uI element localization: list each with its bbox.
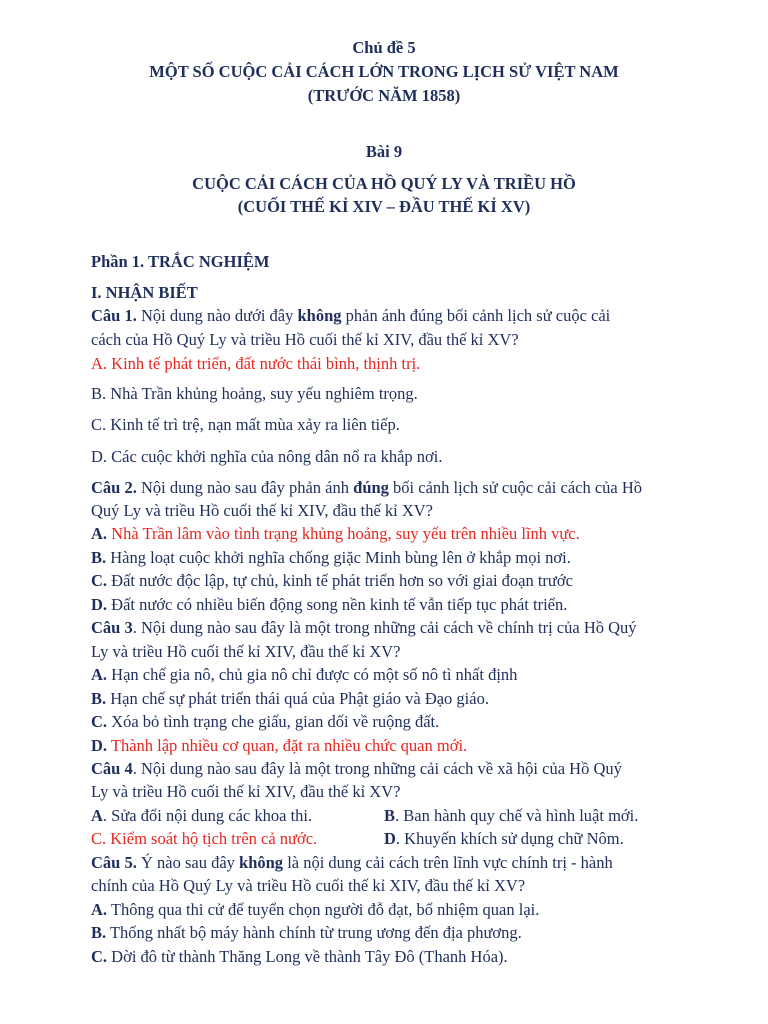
question-2-stem-line2: Quý Ly và triều Hồ cuối thế kỉ XIV, đầu thế kỉ XV? xyxy=(91,501,434,520)
question-3-option-c xyxy=(91,712,439,732)
option-text: Xóa bỏ tình trạng che giấu, gian dối về ruộng đất. xyxy=(107,712,440,731)
question-5-option-c xyxy=(91,947,508,967)
question-1-stem-line2: cách của Hồ Quý Ly và triều Hồ cuối thế kỉ XIV, đầu thế kỉ XV? xyxy=(91,330,519,349)
question-3-stem xyxy=(91,618,637,638)
option-key: C. xyxy=(91,571,108,590)
question-text: Ý nào sau đây xyxy=(136,853,240,872)
option-text: Đất nước độc lập, tự chủ, kinh tế phát triển hơn so với giai đoạn trước xyxy=(107,571,573,590)
lesson-title: CUỘC CẢI CÁCH CỦA HỒ QUÝ LY VÀ TRIỀU HỒ xyxy=(192,174,576,193)
option-key: B xyxy=(384,806,396,825)
question-4-option-d xyxy=(384,829,624,849)
option-text: . Sửa đổi nội dung các khoa thi. xyxy=(102,806,313,825)
question-text: là nội dung cải cách trên lĩnh vực chính trị - hành xyxy=(283,853,613,872)
question-1-option-c: C. Kinh tế trì trệ, nạn mất mùa xảy ra liên tiếp. xyxy=(91,415,400,434)
option-text: Nhà Trần lâm vào tình trạng khủng hoảng, suy yếu trên nhiều lĩnh vực. xyxy=(107,524,580,543)
option-text: . Khuyến khích sử dụng chữ Nôm. xyxy=(395,829,624,848)
question-2-option-d xyxy=(91,595,567,615)
option-key: C xyxy=(91,829,103,848)
part-heading: Phần 1. TRẮC NGHIỆM xyxy=(91,252,270,271)
question-text: Nội dung nào dưới đây xyxy=(136,306,298,325)
level-heading: I. NHẬN BIẾT xyxy=(91,283,198,302)
option-text: Hạn chế sự phát triển thái quá của Phật giáo và Đạo giáo. xyxy=(106,689,489,708)
option-text: Hàng loạt cuộc khởi nghĩa chống giặc Minh bùng lên ở khắp mọi nơi. xyxy=(106,548,571,567)
question-1-option-a-correct: A. Kinh tế phát triển, đất nước thái bình, thịnh trị. xyxy=(91,354,421,373)
question-2-option-c xyxy=(91,571,573,591)
option-key: A. xyxy=(91,900,108,919)
option-key: C. xyxy=(91,947,108,966)
question-4-stem-line2: Ly và triều Hồ cuối thế kỉ XIV, đầu thế kỉ XV? xyxy=(91,782,401,801)
question-label: Câu 5. xyxy=(91,853,137,872)
option-text: Dời đô từ thành Thăng Long về thành Tây Đô (Thanh Hóa). xyxy=(107,947,508,966)
option-text: Đất nước có nhiều biến động song nền kinh tế vẫn tiếp tục phát triển. xyxy=(107,595,568,614)
question-3-stem-line2: Ly và triều Hồ cuối thế kỉ XIV, đầu thế kỉ XV? xyxy=(91,642,401,661)
lesson-number: Bài 9 xyxy=(365,142,403,161)
question-label: Câu 1. xyxy=(91,306,137,325)
topic-period: (TRƯỚC NĂM 1858) xyxy=(307,86,461,105)
option-key: A xyxy=(91,806,103,825)
question-label: Câu 2. xyxy=(91,478,137,497)
option-key: B. xyxy=(91,548,107,567)
option-key: D. xyxy=(91,595,108,614)
lesson-period: (CUỐI THẾ KỈ XIV – ĐẦU THẾ KỈ XV) xyxy=(237,197,531,216)
question-text: . Nội dung nào sau đây là một trong những cải cách về chính trị của Hồ Quý xyxy=(132,618,637,637)
option-text: Hạn chế gia nô, chủ gia nô chỉ được có một số nô tì nhất định xyxy=(107,665,518,684)
question-4-stem xyxy=(91,759,622,779)
option-key: D. xyxy=(91,736,108,755)
question-text: bối cảnh lịch sử cuộc cải cách của Hồ xyxy=(388,478,643,497)
question-3-option-d-correct xyxy=(91,736,467,756)
question-text: phản ánh đúng bối cảnh lịch sử cuộc cải xyxy=(341,306,611,325)
question-1-option-b: B. Nhà Trần khủng hoảng, suy yếu nghiêm trọng. xyxy=(91,384,418,403)
option-text: . Kiểm soát hộ tịch trên cả nước. xyxy=(102,829,318,848)
question-1-stem xyxy=(91,306,610,326)
question-4-option-b xyxy=(384,806,638,826)
question-emphasis: đúng xyxy=(353,478,389,497)
question-5-option-a xyxy=(91,900,539,920)
question-emphasis: không xyxy=(297,306,342,325)
option-key: B. xyxy=(91,923,107,942)
option-text: Thống nhất bộ máy hành chính từ trung ương đến địa phương. xyxy=(106,923,522,942)
topic-title: MỘT SỐ CUỘC CẢI CÁCH LỚN TRONG LỊCH SỬ VIỆT NAM xyxy=(149,62,619,81)
question-label: Câu 4 xyxy=(91,759,133,778)
question-text: Nội dung nào sau đây phản ánh xyxy=(136,478,354,497)
option-key: C. xyxy=(91,712,108,731)
question-emphasis: không xyxy=(239,853,284,872)
question-2-option-a-correct xyxy=(91,524,580,544)
question-2-stem xyxy=(91,478,642,498)
option-key: A. xyxy=(91,524,108,543)
option-key: B. xyxy=(91,689,107,708)
question-4-option-c-correct xyxy=(91,829,317,849)
question-label: Câu 3 xyxy=(91,618,133,637)
option-key: D xyxy=(384,829,396,848)
question-1-option-d: D. Các cuộc khởi nghĩa của nông dân nổ ra khắp nơi. xyxy=(91,447,443,466)
question-text: . Nội dung nào sau đây là một trong những cải cách về xã hội của Hồ Quý xyxy=(132,759,622,778)
option-text: Thông qua thi cử để tuyển chọn người đỗ đạt, bổ nhiệm quan lại. xyxy=(107,900,540,919)
question-5-stem xyxy=(91,853,613,873)
question-2-option-b xyxy=(91,548,571,568)
option-text: . Ban hành quy chế và hình luật mới. xyxy=(395,806,639,825)
option-text: Thành lập nhiều cơ quan, đặt ra nhiều chức quan mới. xyxy=(107,736,468,755)
question-3-option-b xyxy=(91,689,489,709)
topic-number: Chủ đề 5 xyxy=(352,38,416,57)
question-5-option-b xyxy=(91,923,522,943)
question-5-stem-line2: chính của Hồ Quý Ly và triều Hồ cuối thế kỉ XIV, đầu thế kỉ XV? xyxy=(91,876,526,895)
option-key: A. xyxy=(91,665,108,684)
question-4-option-a xyxy=(91,806,312,826)
question-3-option-a xyxy=(91,665,517,685)
